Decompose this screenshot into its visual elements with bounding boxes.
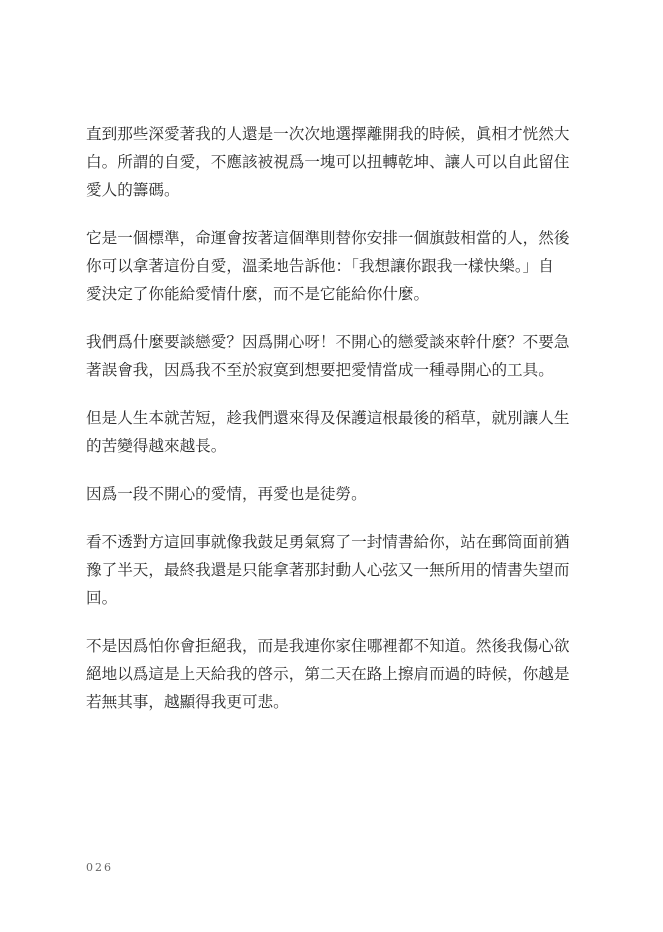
text-line: 你可以拿著這份自愛，溫柔地告訴他：「我想讓你跟我一樣快樂。」自: [86, 257, 554, 275]
text-line: 不是因爲怕你會拒絕我，而是我連你家住哪裡都不知道。然後我傷心欲: [86, 637, 570, 655]
text-line: 白。所謂的自愛，不應該被視爲一塊可以扭轉乾坤、讓人可以自此留住: [86, 153, 570, 171]
text-line: 看不透對方這回事就像我鼓足勇氣寫了一封情書給你，站在郵筒面前猶: [86, 533, 570, 551]
paragraph-7: [86, 632, 570, 716]
text-line: 因爲一段不開心的愛情，再愛也是徒勞。: [86, 485, 367, 503]
page-number: 026: [86, 861, 113, 874]
text-line: 它是一個標準，命運會按著這個準則替你安排一個旗鼓相當的人，然後: [86, 229, 570, 247]
text-line: 愛人的籌碼。: [86, 181, 180, 199]
page-body: [86, 120, 570, 736]
text-line: 但是人生本就苦短，趁我們還來得及保護這根最後的稻草，就別讓人生: [86, 409, 570, 427]
paragraph-4: [86, 404, 570, 460]
text-line: 絕地以爲這是上天給我的啓示，第二天在路上擦肩而過的時候，你越是: [86, 665, 570, 683]
text-line: 愛決定了你能給愛情什麼，而不是它能給你什麼。: [86, 285, 430, 303]
paragraph-1: [86, 120, 570, 204]
paragraph-5: [86, 480, 556, 508]
paragraph-3: [86, 328, 570, 384]
text-line: 直到那些深愛著我的人還是一次次地選擇離開我的時候，眞相才恍然大: [86, 125, 570, 143]
paragraph-6: [86, 528, 570, 612]
text-line: 我們爲什麼要談戀愛？因爲開心呀！不開心的戀愛談來幹什麼？不要急: [86, 333, 570, 351]
text-line: 豫了半天，最終我還是只能拿著那封動人心弦又一無所用的情書失望而: [86, 561, 570, 579]
paragraph-2: [86, 224, 570, 308]
text-line: 的苦變得越來越長。: [86, 437, 227, 455]
text-line: 著誤會我，因爲我不至於寂寞到想要把愛情當成一種尋開心的工具。: [86, 361, 554, 379]
text-line: 若無其事，越顯得我更可悲。: [86, 693, 289, 711]
text-line: 回。: [86, 589, 118, 607]
